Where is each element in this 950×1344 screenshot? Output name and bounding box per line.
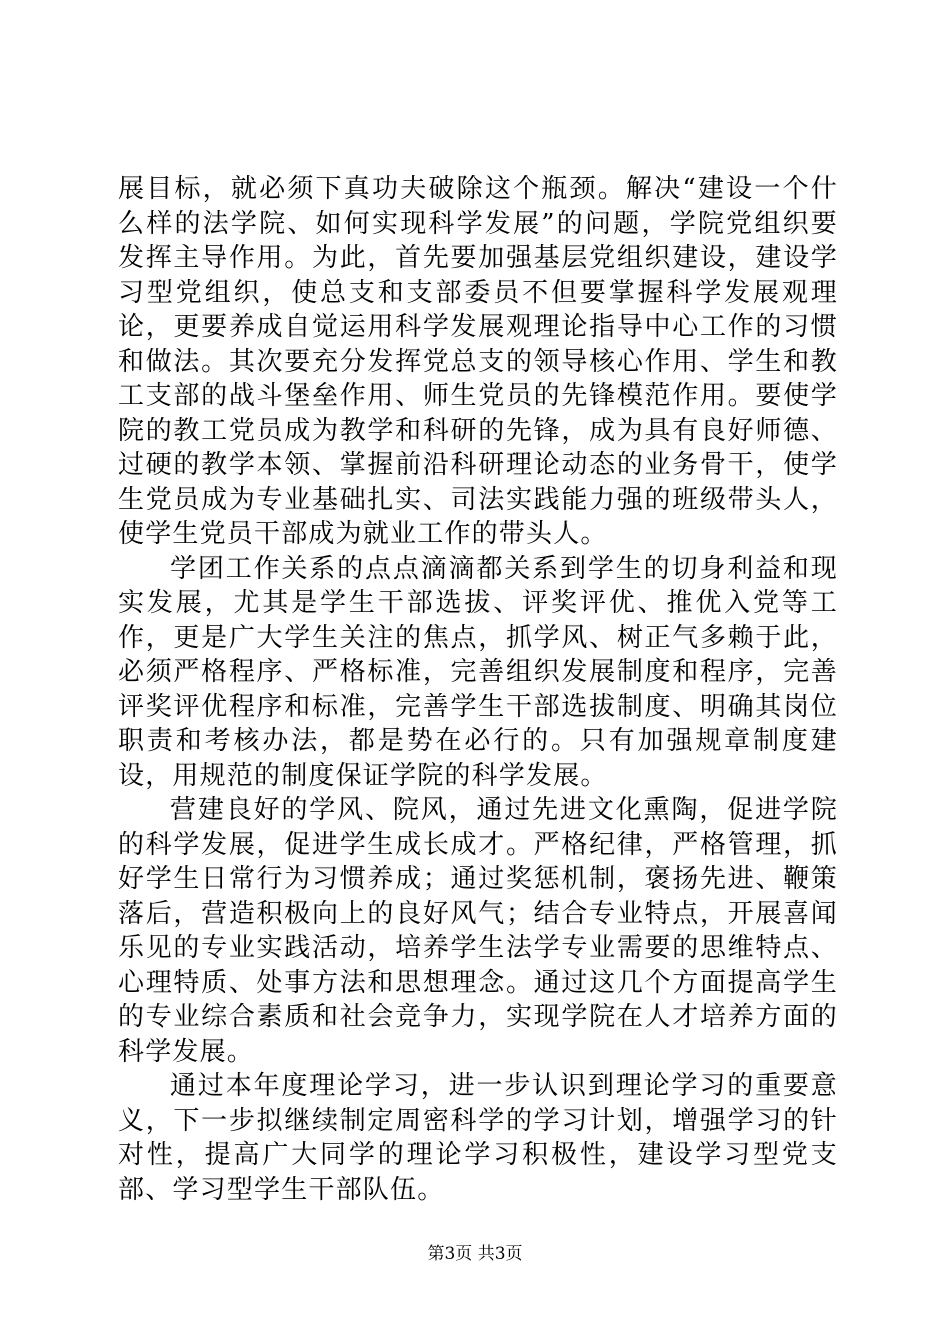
paragraph-1: 展目标，就必须下真功夫破除这个瓶颈。解决“建设一个什么样的法学院、如何实现科学发展”的问题，学院党组织要发挥主导作用。为此，首先要加强基层党组织建设，建设学习型党组织，使总支和支部委员不但要掌握科学发展观理论，更要养成自觉运用科学发展观理论指导中心工作的习惯和做法。其次要充分发挥党总支的领导核心作用、学生和教工支部的战斗堡垒作用、师生党员的先锋模范作用。要使学院的教工党员成为教学和科研的先锋，成为具有良好师德、过硬的教学本领、掌握前沿科研理论动态的业务骨干，使学生党员成为专业基础扎实、司法实践能力强的班级带头人，使学生党员干部成为就业工作的带头人。 [118,174,838,549]
page-number-footer: 第3页 共3页 [427,1244,523,1264]
paragraph-3: 营建良好的学风、院风，通过先进文化熏陶，促进学院的科学发展，促进学生成长成才。严格纪律，严格管理，抓好学生日常行为习惯养成；通过奖惩机制，褒扬先进、鞭策落后，营造积极向上的良好风气；结合专业特点，开展喜闻乐见的专业实践活动，培养学生法学专业需要的思维特点、心理特质、处事方法和思想理念。通过这几个方面提高学生的专业综合素质和社会竞争力，实现学院在人才培养方面的科学发展。 [118,795,838,1067]
paragraph-4: 通过本年度理论学习，进一步认识到理论学习的重要意义，下一步拟继续制定周密科学的学习计划，增强学习的针对性，提高广大同学的理论学习积极性，建设学习型党支部、学习型学生干部队伍。 [118,1071,838,1205]
document-body [118,172,838,1207]
paragraph-2: 学团工作关系的点点滴滴都关系到学生的切身利益和现实发展，尤其是学生干部选拔、评奖评优、推优入党等工作，更是广大学生关注的焦点，抓学风、树正气多赖于此，必须严格程序、严格标准，完善组织发展制度和程序，完善评奖评优程序和标准，完善学生干部选拔制度、明确其岗位职责和考核办法，都是势在必行的。只有加强规章制度建设，用规范的制度保证学院的科学发展。 [118,553,838,791]
